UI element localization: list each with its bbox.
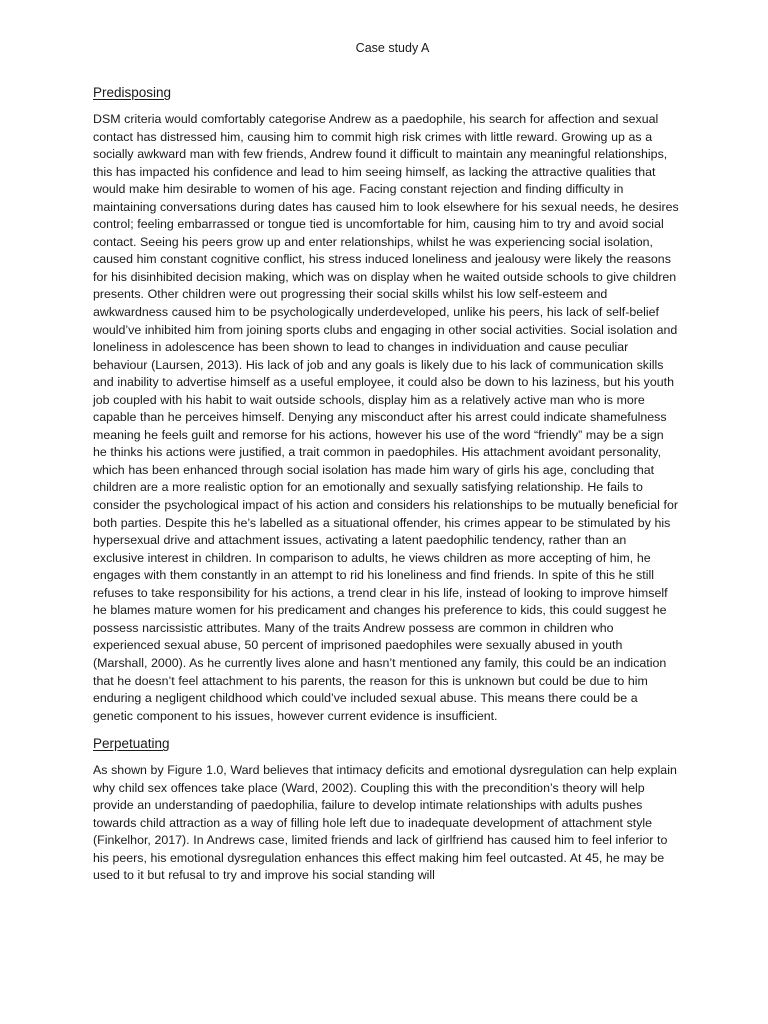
section-heading-predisposing: Predisposing	[93, 85, 172, 100]
section-paragraph-predisposing: DSM criteria would comfortably categorise Andrew as a paedophile, his search for affection and sexual contact has distressed him, causing him to commit high risk crimes with little reward. Growing up as a socially awkward man with few friends, Andrew found it difficult to maintain any meaningful relationships, this has impacted his confidence and lead to him seeing himself, as lacking the attractive qualities that would make him desirable to women of his age. Facing constant rejection and finding difficulty in maintaining conversations during dates has caused him to look elsewhere for his sexual needs, he desires control; feeling embarrassed or tongue tied is uncomfortable for him, causing him to try and avoid social contact. Seeing his peers grow up and enter relationships, whilst he was experiencing social isolation, caused him constant cognitive conflict, his stress induced loneliness and jealousy were likely the reasons for his disinhibited decision making, which was on display when he waited outside schools to give children presents. Other children were out progressing their social skills whilst his low self-esteem and awkwardness caused him to be psychologically underdeveloped, unlike his peers, his lack of self-belief would’ve inhibited him from joining sports clubs and engaging in other social activities. Social isolation and loneliness in adolescence has been shown to lead to changes in individuation and cause peculiar behaviour (Laursen, 2013). His lack of job and any goals is likely due to his lack of communication skills and inability to advertise himself as a useful employee, it could also be down to his laziness, but his youth job coupled with his habit to wait outside schools, display him as a relatively active man who is more capable than he perceives himself. Denying any misconduct after his arrest could indicate shamefulness meaning he feels guilt and remorse for his actions, however his use of the word “friendly” may be a sign he thinks his actions were justified, a trait common in paedophiles. His attachment avoidant personality, which has been enhanced through social isolation has made him wary of girls his age, concluding that children are a more realistic option for an emotionally and sexually satisfying relationship. He fails to consider the psychological impact of his action and considers his relationships to be mutually beneficial for both parties. Despite this he’s labelled as a situational offender, his crimes appear to be stimulated by his hypersexual drive and attachment issues, activating a latent paedophilic tendency, rather than an exclusive interest in children. In comparison to adults, he views children as more accepting of him, he engages with them constantly in an attempt to rid his loneliness and find friends. In spite of this he still refuses to take responsibility for his actions, a trend clear in his life, instead of looking to improve himself he blames mature women for his predicament and changes his preference to kids, this could suggest he possess narcissistic attributes. Many of the traits Andrew possess are common in children who experienced sexual abuse, 50 percent of imprisoned paedophiles were sexually abused in youth (Marshall, 2000). As he currently lives alone and hasn’t mentioned any family, this could be an indication that he doesn’t feel attachment to his parents, the reason for this is unknown but could be due to him enduring a negligent childhood which could’ve included sexual abuse. This means there could be a genetic component to his issues, however current evidence is insufficient.	[93, 112, 679, 723]
section-heading-perpetuating: Perpetuating	[93, 736, 170, 752]
document-title: Case study A	[355, 41, 430, 55]
section-paragraph-perpetuating: As shown by Figure 1.0, Ward believes that intimacy deficits and emotional dysregulation can help explain why child sex offences take place (Ward, 2002). Coupling this with the precondition’s theory will help provide an understanding of paedophilia, failure to develop intimate relationships with adults pushes towards child attraction as a way of filling hole left due to inadequate development of attachment style (Finkelhor, 2017). In Andrews case, limited friends and lack of girlfriend has caused him to feel inferior to his peers, his emotional dysregulation enhances this effect making him feel outcasted. At 45, he may be used to it but refusal to try and improve his social standing will	[93, 763, 677, 883]
